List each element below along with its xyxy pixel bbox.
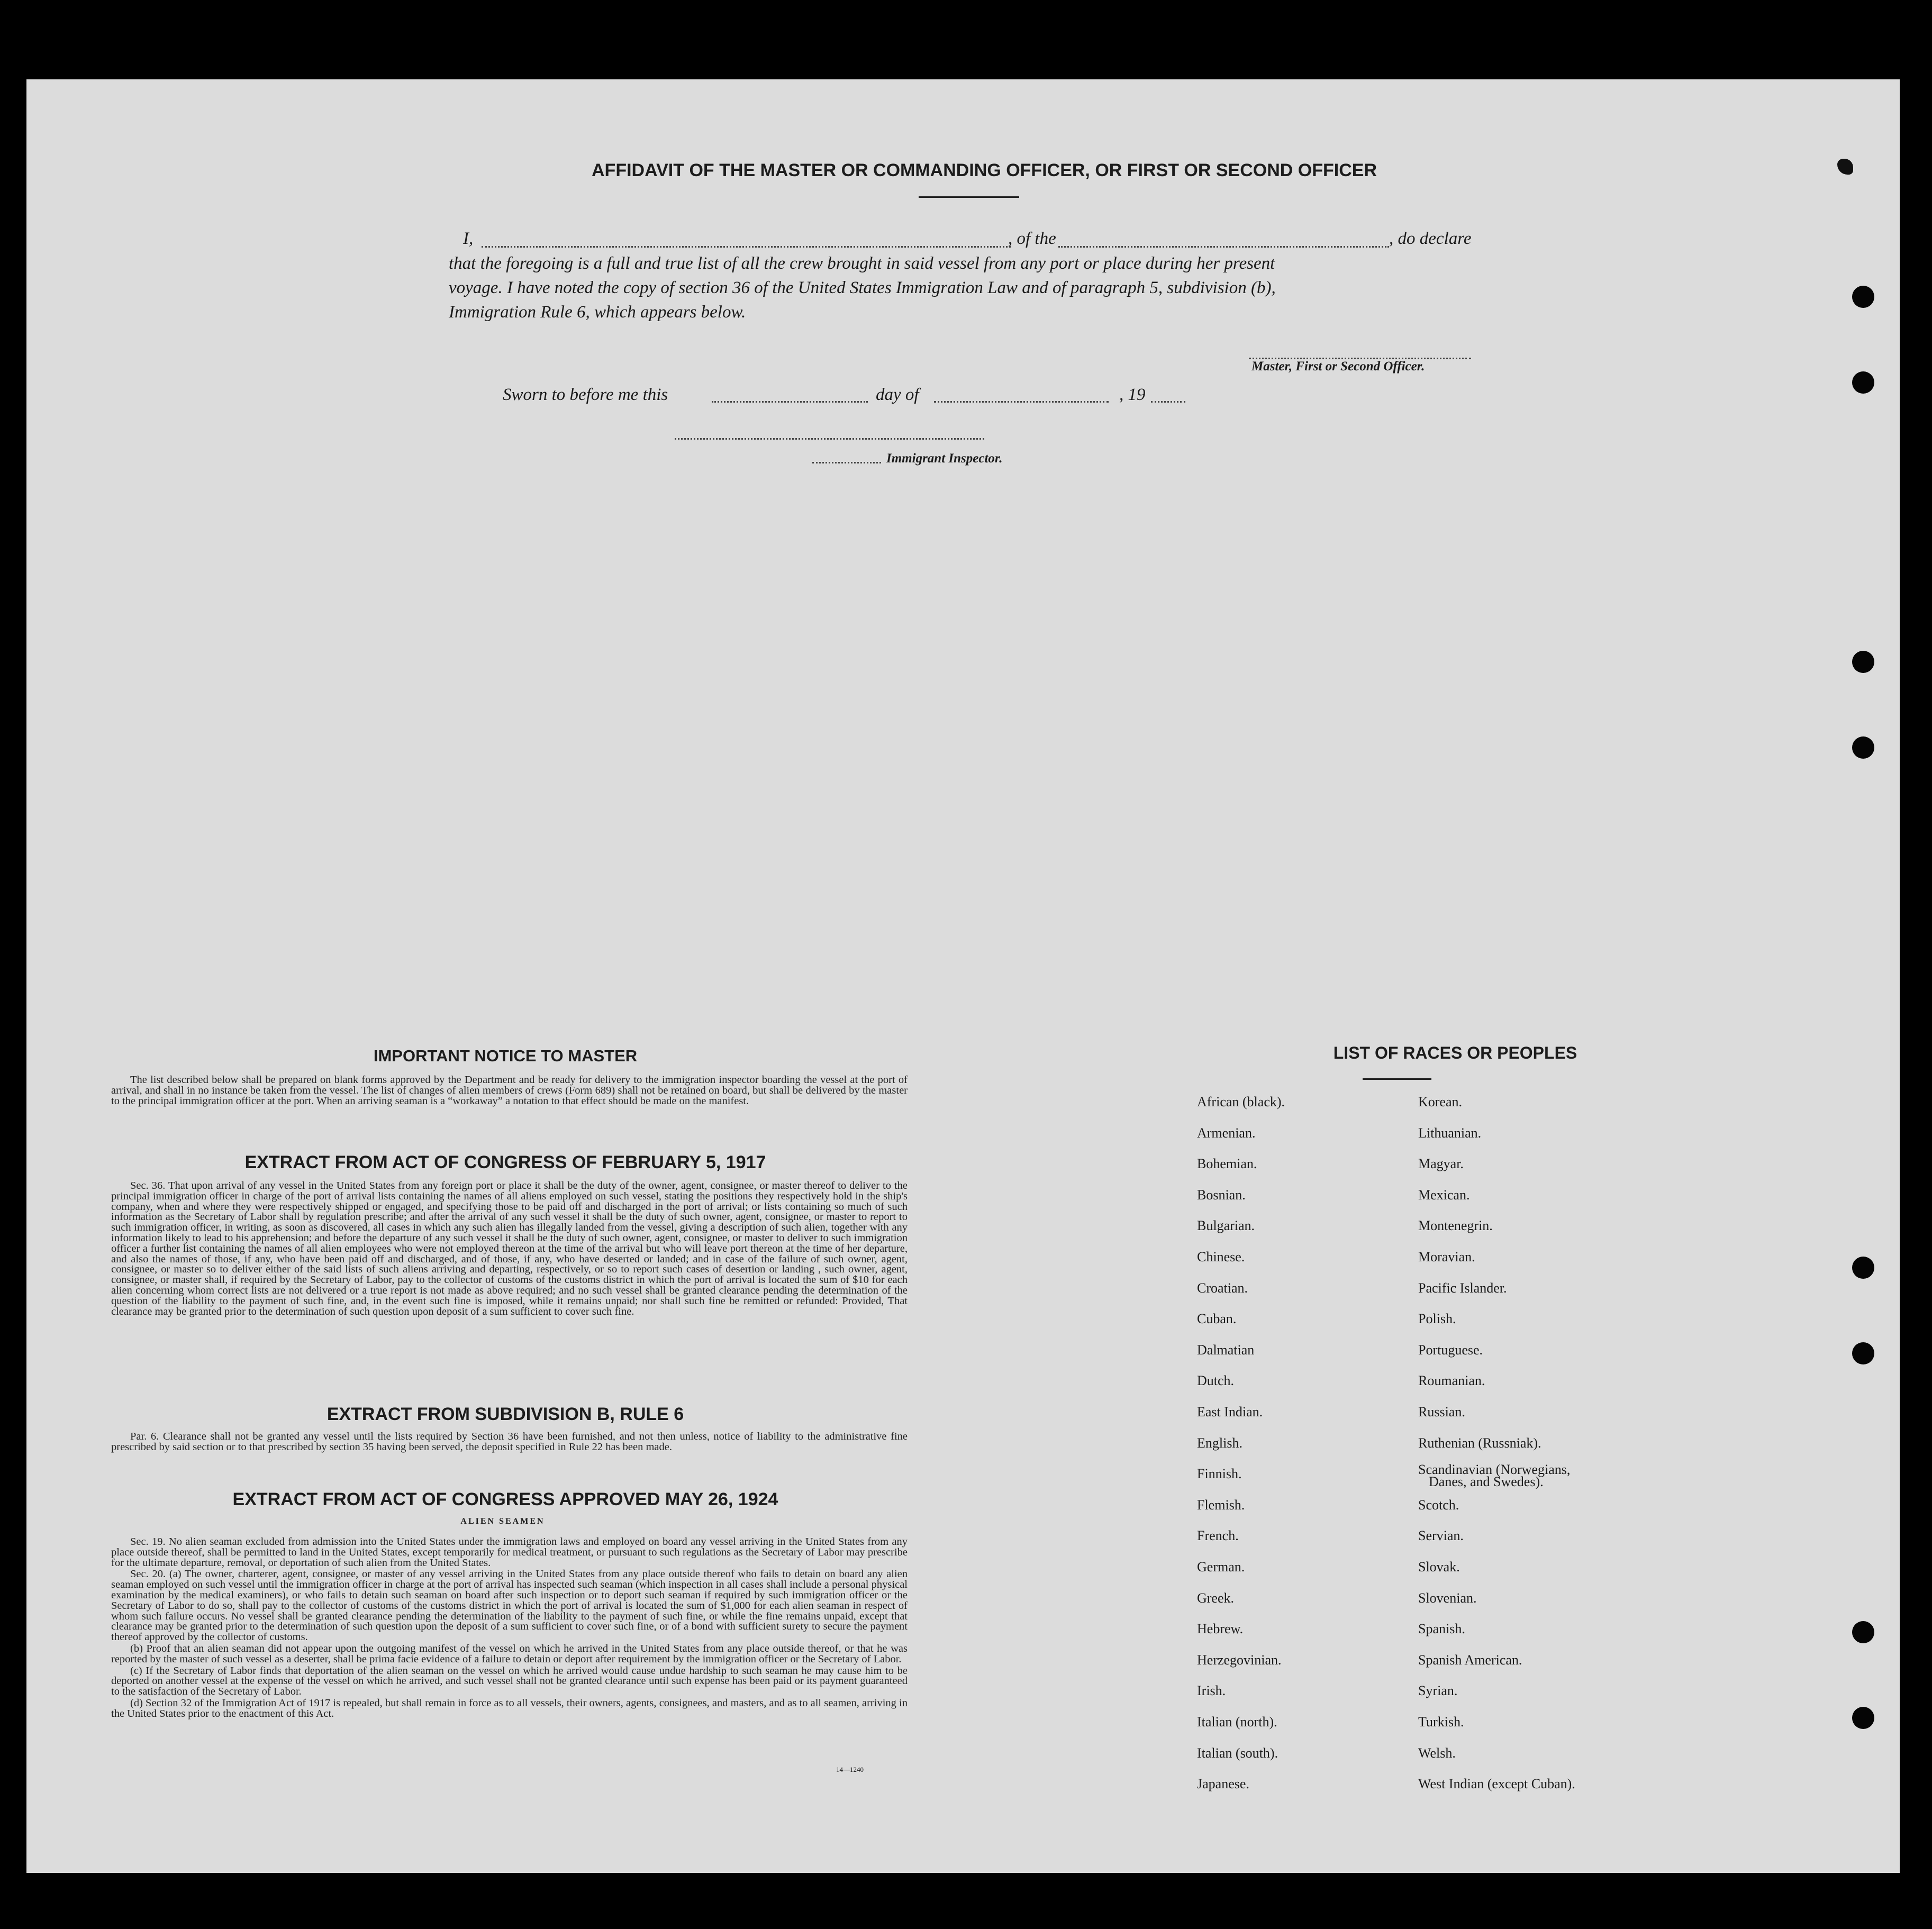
master-signature-label: Master, First or Second Officer.: [1251, 359, 1425, 374]
extract-1924-title: EXTRACT FROM ACT OF CONGRESS APPROVED MAY 26, 1924: [232, 1489, 778, 1509]
declaration-intro: I,: [463, 229, 474, 248]
race-item: Russian.: [1418, 1404, 1465, 1420]
race-item: Slovenian.: [1418, 1590, 1477, 1606]
race-item: French.: [1197, 1528, 1239, 1544]
race-item: Scandinavian (Norwegians,: [1418, 1462, 1571, 1478]
race-item: Cuban.: [1197, 1311, 1237, 1327]
race-item: African (black).: [1197, 1094, 1285, 1109]
inspector-signature-label: Immigrant Inspector.: [886, 451, 1003, 466]
race-item: English.: [1197, 1435, 1242, 1451]
section-20c-paragraph: (c) If the Secretary of Labor finds that deportation of the alien seaman on the vessel on which he arrived would cause undue hardship to such seaman he may cause him to be deported on another vessel at the expense of the vessel on which he arrived, and such vessel shall not be granted clearance until such expense has been paid or its payment guaranteed to the satisfaction of the Secretary of Labor.: [111, 1664, 908, 1698]
race-item: Croatian.: [1197, 1280, 1248, 1296]
punch-hole: [1852, 1257, 1874, 1279]
race-item: Bosnian.: [1197, 1187, 1246, 1203]
races-title: LIST OF RACES OR PEOPLES: [1333, 1043, 1577, 1062]
extract-1917-body: [111, 1181, 908, 1318]
declaration-line-4: Immigration Rule 6, which appears below.: [449, 303, 746, 322]
race-item: Portuguese.: [1418, 1342, 1483, 1358]
extract-1917-title: EXTRACT FROM ACT OF CONGRESS OF FEBRUARY 5, 1917: [244, 1152, 766, 1172]
race-item: Polish.: [1418, 1311, 1456, 1327]
divider: [919, 196, 1019, 198]
race-item: Syrian.: [1418, 1683, 1458, 1699]
paragraph-6: Par. 6. Clearance shall not be granted any vessel until the lists required by Section 36 have been furnished, and not then unless, notice of liability to the administrative fine prescribed by said section or to that prescribed by section 35 having been served, the deposit specified in Rule 22 has been made.: [111, 1431, 908, 1453]
sworn-day-blank[interactable]: [712, 401, 868, 403]
punch-hole: [1852, 1707, 1874, 1729]
section-20a-paragraph: Sec. 20. (a) The owner, charterer, agent, consignee, or master of any vessel arriving in the United States from any place outside thereof who fails to detain on board any alien seaman employed on such vessel until the immigration officer in charge at the port of arrival has inspected such seaman (which inspection in all cases shall include a personal physical examination by the medical examiners), or who fails to detain such seaman on board after such inspection or to deport such seaman if required by such immigration officer or the Secretary of Labor to do so, shall pay to the collector of customs of the customs district in which the port of arrival is located the sum of $1,000 for each alien seaman in respect of whom such failure occurs. No vessel shall be granted clearance pending the determination of the liability to the payment of such fine, or while the fine remains unpaid, except that clearance may be granted prior to the determination of such question upon the deposit of a sum sufficient to cover such fine, or of a bond with sufficient surety to secure the payment thereof approved by the collector of customs.: [111, 1568, 908, 1643]
race-item: Dutch.: [1197, 1373, 1235, 1389]
race-item: Hebrew.: [1197, 1621, 1244, 1637]
race-item: Greek.: [1197, 1590, 1235, 1606]
race-item: Spanish American.: [1418, 1652, 1522, 1668]
affidavit-title: AFFIDAVIT OF THE MASTER OR COMMANDING OFFICER, OR FIRST OR SECOND OFFICER: [592, 160, 1377, 180]
inspector-prefix-dots: [812, 462, 881, 463]
declaration-of-the: , of the: [1008, 229, 1056, 248]
race-item: Welsh.: [1418, 1745, 1456, 1761]
race-item-continuation: Danes, and Swedes).: [1429, 1474, 1544, 1489]
race-item: Spanish.: [1418, 1621, 1465, 1637]
race-item: Japanese.: [1197, 1776, 1249, 1792]
race-item: Montenegrin.: [1418, 1218, 1493, 1234]
declaration-line-3: voyage. I have noted the copy of section 36 of the United States Immigration Law and of paragraph 5, subdivision (b),: [449, 278, 1276, 297]
inspector-signature-blank[interactable]: [675, 438, 984, 440]
section-20b-paragraph: (b) Proof that an alien seaman did not appear upon the outgoing manifest of the vessel on which he arrived in the United States from any place outside thereof, or that he was reported by the master of such vessel as a deserter, shall be prima facie evidence of a failure to detain or deport after requirement by the immigration officer or the Secretary of Labor.: [111, 1642, 908, 1665]
declaration-line-2: that the foregoing is a full and true list of all the crew brought in said vessel from any port or place during her present: [449, 254, 1275, 273]
race-item: Moravian.: [1418, 1249, 1475, 1264]
name-blank[interactable]: [482, 246, 1011, 248]
section-20d-paragraph: (d) Section 32 of the Immigration Act of 1917 is repealed, but shall remain in force as to all vessels, their owners, agents, consignees, and masters, and as to all seamen, arriving in the United States prior to the enactment of this Act.: [111, 1697, 908, 1719]
declaration-declare: , do declare: [1389, 229, 1472, 248]
notice-body: [111, 1075, 908, 1107]
punch-hole: [1852, 1342, 1874, 1364]
punch-hole: [1852, 1621, 1874, 1643]
alien-seamen-subtitle: ALIEN SEAMEN: [460, 1517, 545, 1526]
notice-paragraph: The list described below shall be prepared on blank forms approved by the Department and be ready for delivery to the immigration inspector boarding the vessel at the port of arrival, and shall in no instance be taken from the vessel. The list of changes of alien members of crews (Form 689) shall not be retained on board, but shall be delivered by the master to the principal immigration officer at the port. When an arriving seaman is a “workaway” a notation to that effect should be made on the manifest.: [111, 1074, 908, 1107]
punch-hole: [1852, 736, 1874, 759]
race-item: Dalmatian: [1197, 1342, 1255, 1358]
sworn-intro: Sworn to before me this: [503, 385, 668, 404]
race-item: Finnish.: [1197, 1466, 1242, 1482]
section-19-paragraph: Sec. 19. No alien seaman excluded from admission into the United States under the immigration laws and employed on board any vessel arriving in the United States from any place outside thereof, shall be permitted to land in the United States, except temporarily for medical treatment, or pursuant to such regulations as the Secretary of Labor may prescribe for the ultimate departure, removal, or deportation of such alien from the United States.: [111, 1536, 908, 1569]
race-item: West Indian (except Cuban).: [1418, 1776, 1575, 1792]
section-36-paragraph: Sec. 36. That upon arrival of any vessel in the United States from any foreign port or place it shall be the duty of the owner, agent, consignee, or master thereof to deliver to the principal immigration officer in charge of the port of arrival lists containing the names of all aliens employed on such vessel, stating the positions they respectively hold in the ship's company, when and where they were respectively shipped or engaged, and specifying those to be paid off and discharged in the port of arrival; or lists containing so much of such information as the Secretary of Labor shall by regulation prescribe; and after the arrival of any such vessel it shall be the duty of such owner, agent, consignee, or master to report to such immigration officer, in writing, as soon as discovered, all cases in which any such alien has illegally landed from the vessel, giving a description of such alien, together with any information likely to lead to his apprehension; and before the departure of any such vessel it shall be the duty of such owner, agent, consignee, or master to deliver to such immigration officer a further list containing the names of all alien employees who were not employed thereon at the time of the arrival but who will leave port thereon at the time of her departure, and also the names of those, if any, who have been paid off and discharged, and of those, if any, who have deserted or landed; and in case of the failure of such owner, agent, consignee, or master so to deliver either of the said lists of such aliens arriving and departing, respectively, or so to report such cases of desertion or landing , such owner, agent, consignee, or master shall, if required by the Secretary of Labor, pay to the collector of customs of the customs district in which the port of arrival is located the sum of $10 for each alien concerning whom correct lists are not delivered or a true report is not made as above required; and no such vessel shall be granted clearance pending the determination of the question of the liability to the payment of such fine, and, in the event such fine is imposed, while it remains unpaid; nor shall such fine be remitted or refunded: Provided, That clearance may be granted prior to the determination of such question upon deposit of a sum sufficient to cover such fine.: [111, 1180, 908, 1317]
race-item: Bohemian.: [1197, 1156, 1257, 1172]
race-item: Bulgarian.: [1197, 1218, 1255, 1234]
extract-rule6-body: [111, 1432, 908, 1454]
punch-hole: [1852, 651, 1874, 673]
race-item: Scotch.: [1418, 1497, 1459, 1513]
divider: [1363, 1078, 1431, 1080]
punch-hole: [1852, 371, 1874, 394]
race-item: Ruthenian (Russniak).: [1418, 1435, 1541, 1451]
extract-1924-body: [111, 1537, 908, 1721]
vessel-blank[interactable]: [1058, 246, 1389, 248]
race-item: German.: [1197, 1559, 1245, 1575]
race-item: Pacific Islander.: [1418, 1280, 1507, 1296]
race-item: Mexican.: [1418, 1187, 1470, 1203]
extract-rule6-title: EXTRACT FROM SUBDIVISION B, RULE 6: [326, 1404, 684, 1424]
race-item: Armenian.: [1197, 1125, 1256, 1141]
race-item: Lithuanian.: [1418, 1125, 1482, 1141]
sworn-month-blank[interactable]: [934, 401, 1109, 403]
race-item: Italian (north).: [1197, 1714, 1277, 1730]
race-item: Magyar.: [1418, 1156, 1464, 1172]
form-number: 14—1240: [836, 1766, 864, 1773]
race-item: Italian (south).: [1197, 1745, 1278, 1761]
punch-hole: [1852, 286, 1874, 308]
race-item: Turkish.: [1418, 1714, 1464, 1730]
race-item: Korean.: [1418, 1094, 1463, 1109]
race-item: Herzegovinian.: [1197, 1652, 1282, 1668]
race-item: Roumanian.: [1418, 1373, 1485, 1389]
race-item: Chinese.: [1197, 1249, 1245, 1264]
race-item: Servian.: [1418, 1528, 1464, 1544]
sworn-day-of: day of: [876, 385, 919, 404]
sworn-year: , 19: [1119, 385, 1146, 404]
race-item: Irish.: [1197, 1683, 1226, 1699]
notice-title: IMPORTANT NOTICE TO MASTER: [373, 1047, 638, 1065]
race-item: Flemish.: [1197, 1497, 1245, 1513]
sworn-year-blank[interactable]: [1151, 401, 1185, 403]
race-item: East Indian.: [1197, 1404, 1263, 1420]
race-item: Slovak.: [1418, 1559, 1460, 1575]
